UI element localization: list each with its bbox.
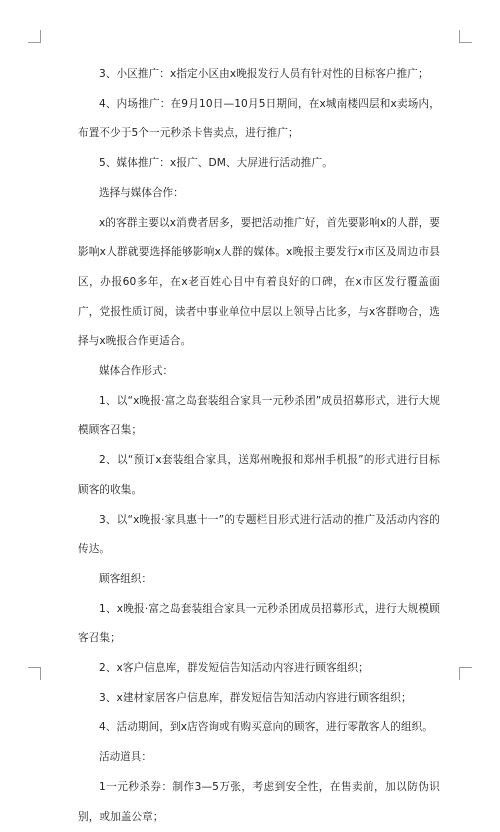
paragraph-cooperation-2: 2、以“预订x套装组合家具，送郑州晚报和郑州手机报”的形式进行目标顾客的收集。 [78,454,440,496]
crop-mark-bottom-right [459,667,472,680]
paragraph-organization-3: 3、x建材家居客户信息库，群发短信告知活动内容进行顾客组织； [99,691,412,704]
heading-media-cooperation: 媒体合作形式： [99,365,174,378]
paragraph-organization-2: 2、x客户信息库，群发短信告知活动内容进行顾客组织； [99,662,369,675]
paragraph-media-selection: x的客群主要以x消费者居多，要把活动推广好，首先要影响x的人群，要影响x人群就要选择能够影响x人群的媒体。x晚报主要发行x市区及周边市县区，办报60多年，在x老百姓心目中有着良好的口碑，在x市区发行覆盖面广，党报性质订阅，读者中事业单位中层以上领导占比多，与x客群吻合，选择与x晚报合作更适合。 [78,216,440,348]
paragraph-cooperation-3: 3、以“x晚报·家具惠十一”的专题栏目形式进行活动的推广及活动内容的传达。 [78,513,440,556]
paragraph-indoor-promotion: 4、内场推广：在9月10日—10月5日期间，在x城南楼四层和x卖场内，布置不少于5个一元秒杀卡售卖点，进行推广； [78,97,440,140]
heading-event-props: 活动道具： [99,751,152,764]
paragraph-organization-4: 4、活动期间，到x店咨询或有购买意向的顾客，进行零散客人的组织。 [99,721,434,734]
crop-mark-bottom-left [28,667,41,680]
paragraph-cooperation-1: 1、以“x晚报·富之岛套装组合家具一元秒杀团”成员招募形式，进行大规模顾客召集； [78,394,440,437]
paragraph-props-1: 1一元秒杀券：制作3—5万张，考虑到安全性，在售卖前，加以防伪识别，或加盖公章； [78,780,440,823]
crop-mark-top-left [28,30,41,43]
heading-customer-organization: 顾客组织： [99,572,152,585]
crop-mark-top-right [459,30,472,43]
paragraph-media-promotion: 5、媒体推广：x报广、DM、大屏进行活动推广。 [99,157,333,170]
heading-media-selection: 选择与媒体合作： [99,186,184,199]
document-body [78,60,440,832]
paragraph-community-promotion: 3、小区推广：x指定小区由x晚报发行人员有针对性的目标客户推广； [99,68,429,80]
paragraph-organization-1: 1、x晚报·富之岛套装组合家具一元秒杀团成员招募形式，进行大规模顾客召集； [78,602,440,645]
